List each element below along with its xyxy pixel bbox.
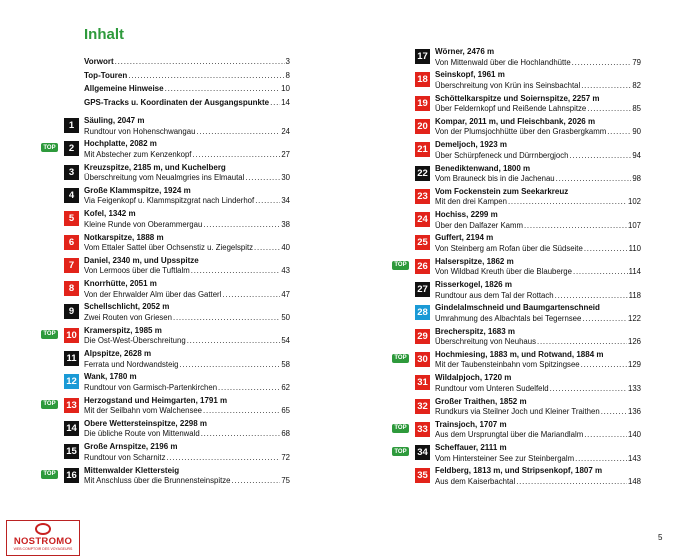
- tour-number-badge: 13: [64, 398, 79, 413]
- toc-entry[interactable]: [64, 278, 290, 300]
- tour-name: Schöttelkarspitze und Soiernspitze, 2257 m: [435, 93, 600, 103]
- tour-description: Von der Ehrwalder Alm über das Gatterl: [84, 289, 222, 299]
- tour-description: Mit der Taubensteinbahn vom Spitzingsee: [435, 360, 580, 370]
- tour-name: Obere Wettersteinspitze, 2298 m: [84, 418, 208, 428]
- toc-entry[interactable]: [415, 279, 641, 301]
- tour-description: Über den Dalfazer Kamm: [435, 220, 523, 230]
- top-tour-badge: TOP: [392, 447, 409, 456]
- tour-page: 129: [627, 360, 641, 370]
- toc-entry[interactable]: [415, 139, 641, 161]
- intro-page: 14: [281, 97, 290, 107]
- toc-entry[interactable]: [64, 301, 290, 323]
- tour-page: 85: [632, 104, 641, 114]
- tour-number-badge: 4: [64, 188, 79, 203]
- tour-number-badge: 29: [415, 329, 430, 344]
- intro-item[interactable]: [84, 71, 290, 85]
- intro-label: Allgemeine Hinweise: [84, 84, 164, 94]
- toc-entry[interactable]: [415, 396, 641, 418]
- tour-description: Überschreitung von Krün ins Seinsbachtal: [435, 80, 581, 90]
- tour-number-badge: 15: [64, 444, 79, 459]
- tour-name: Knorrhütte, 2051 m: [84, 279, 157, 289]
- toc-entry[interactable]: [64, 115, 290, 137]
- toc-entry[interactable]: [64, 162, 290, 184]
- tour-name: Wank, 1780 m: [84, 372, 137, 382]
- tour-page: 94: [632, 150, 641, 160]
- globe-icon: [35, 523, 51, 535]
- tour-number-badge: 32: [415, 399, 430, 414]
- tour-description: Von Lermoos über die Tuftlalm: [84, 266, 190, 276]
- tour-name: Risserkogel, 1826 m: [435, 280, 512, 289]
- top-tour-badge: TOP: [41, 400, 58, 409]
- tour-number-badge: 21: [415, 142, 430, 157]
- tour-page: 68: [281, 429, 290, 439]
- intro-item[interactable]: [84, 84, 290, 98]
- tour-name: Scheffauer, 2111 m: [435, 443, 507, 453]
- tour-name: Demeljoch, 1923 m: [435, 140, 508, 150]
- intro-item[interactable]: [84, 98, 290, 112]
- tour-description: Vom Hintersteiner See zur Steinbergalm: [435, 453, 575, 463]
- toc-entry[interactable]: [64, 418, 290, 440]
- toc-entry[interactable]: [394, 349, 641, 371]
- tour-number-badge: 11: [64, 351, 79, 366]
- tour-description: Via Feigenkopf u. Klammspitzgrat nach Linderhof: [84, 196, 255, 206]
- toc-entry[interactable]: [415, 93, 641, 115]
- tour-page: 43: [281, 266, 290, 276]
- tour-page: 65: [281, 406, 290, 416]
- tour-page: 118: [628, 290, 641, 300]
- tour-number-badge: 31: [415, 375, 430, 390]
- tour-page: 102: [627, 197, 641, 207]
- tour-description: Überschreitung von Neuhaus: [435, 337, 536, 347]
- tour-name: Herzogstand und Heimgarten, 1791 m: [84, 395, 228, 405]
- publisher-logo: [6, 520, 80, 556]
- tour-number-badge: 14: [64, 421, 79, 436]
- toc-entry[interactable]: [43, 325, 290, 347]
- tour-name: Halserspitze, 1862 m: [435, 256, 514, 266]
- tour-number-badge: 2: [64, 141, 79, 156]
- toc-entry[interactable]: [415, 372, 641, 394]
- tour-description: Mit Abstecher zum Kenzenkopf: [84, 149, 192, 159]
- tour-description: Von Wildbad Kreuth über die Blauberge: [435, 267, 572, 277]
- tour-number-badge: 22: [415, 166, 430, 181]
- tour-description: Von Steinberg am Rofan über die Südseite: [435, 243, 583, 253]
- tour-page: 114: [628, 267, 641, 277]
- tour-page: 58: [281, 359, 290, 369]
- tour-name: Daniel, 2340 m, und Upsspitze: [84, 255, 199, 265]
- tour-description: Von Mittenwald über die Hochlandhütte: [435, 57, 571, 67]
- tour-number-badge: 33: [415, 422, 430, 437]
- tour-name: Seinskopf, 1961 m: [435, 70, 505, 80]
- tour-description: Kleine Runde von Oberammergau: [84, 219, 203, 229]
- tour-name: Benediktenwand, 1800 m: [435, 163, 531, 173]
- tour-page: 82: [632, 80, 641, 90]
- tour-description: Mit der Seilbahn vom Walchensee: [84, 406, 203, 416]
- tour-number-badge: 17: [415, 49, 430, 64]
- tour-name: Kofel, 1342 m: [84, 209, 136, 219]
- tour-description: Über Schürpfeneck und Dürrnbergjoch: [435, 150, 569, 160]
- intro-list: [84, 57, 290, 111]
- tour-page: 54: [281, 336, 290, 346]
- tour-description: Rundtour von Garmisch-Partenkirchen: [84, 382, 218, 392]
- tour-name: Guffert, 2194 m: [435, 233, 494, 243]
- tour-name: Gindelalmschneid und Baumgartenschneid: [435, 303, 600, 313]
- tour-description: Überschreitung vom Neualmgries ins Elmautal: [84, 173, 245, 183]
- tour-description: Über Feldernkopf und Reißende Lahnspitze: [435, 104, 587, 114]
- toc-entry[interactable]: [415, 116, 641, 138]
- tour-page: 140: [627, 430, 641, 440]
- top-tour-badge: TOP: [392, 354, 409, 363]
- top-tour-badge: TOP: [392, 261, 409, 270]
- toc-entry[interactable]: [64, 232, 290, 254]
- tour-page: 62: [281, 382, 290, 392]
- tour-page: 24: [281, 126, 290, 136]
- tour-description: Aus dem Kaiserbachtal: [435, 476, 516, 486]
- tour-number-badge: 1: [64, 118, 79, 133]
- tour-description: Rundkurs via Steilner Joch und Kleiner Traithen: [435, 407, 600, 416]
- toc-entry[interactable]: [394, 256, 641, 278]
- tour-page: 40: [281, 243, 290, 252]
- tour-name: Hochmiesing, 1883 m, und Rotwand, 1884 m: [435, 349, 604, 359]
- tour-description: Rundtour von Scharnitz: [84, 452, 166, 462]
- tour-number-badge: 27: [415, 282, 430, 297]
- tour-name: Kramerspitz, 1985 m: [84, 325, 162, 335]
- tour-number-badge: 25: [415, 235, 430, 250]
- tour-number-badge: 19: [415, 96, 430, 111]
- tour-description: Rundtour von Hohenschwangau: [84, 126, 196, 136]
- tour-page: 98: [632, 174, 641, 183]
- tour-description: Ferrata und Nordwandsteig: [84, 359, 179, 369]
- tour-description: Aus dem Ursprungtal über die Mariandlalm: [435, 430, 584, 440]
- tour-number-badge: 28: [415, 305, 430, 320]
- tour-name: Große Klammspitze, 1924 m: [84, 185, 191, 195]
- toc-entry[interactable]: [43, 395, 290, 417]
- top-tour-badge: TOP: [392, 424, 409, 433]
- tour-page: 126: [627, 337, 641, 347]
- page-title: Inhalt: [84, 26, 124, 43]
- toc-entry[interactable]: [64, 208, 290, 230]
- toc-entry[interactable]: [64, 441, 290, 463]
- tour-name: Wörner, 2476 m: [435, 47, 495, 56]
- tour-number-badge: 23: [415, 189, 430, 204]
- tour-description: Mit den drei Kampen: [435, 197, 507, 207]
- tour-number-badge: 20: [415, 119, 430, 134]
- toc-entry[interactable]: [64, 371, 290, 393]
- tour-page: 47: [281, 289, 290, 299]
- tour-description: Rundtour aus dem Tal der Rottach: [435, 290, 554, 300]
- tour-description: Vom Brauneck bis in die Jachenau: [435, 174, 555, 183]
- toc-entry[interactable]: [43, 465, 290, 487]
- toc-entry[interactable]: [394, 419, 641, 441]
- tour-number-badge: 12: [64, 374, 79, 389]
- toc-entry[interactable]: [64, 348, 290, 370]
- tour-number-badge: 8: [64, 281, 79, 296]
- tour-name: Kreuzspitze, 2185 m, und Kuchelberg: [84, 162, 226, 172]
- tour-name: Schellschlicht, 2052 m: [84, 302, 170, 312]
- tour-description: Zwei Routen von Griesen: [84, 312, 172, 322]
- toc-entry[interactable]: [415, 46, 641, 68]
- toc-entry[interactable]: [415, 326, 641, 348]
- tour-description: Vom Ettaler Sattel über Ochsenstiz u. Ziegelspitz: [84, 243, 254, 252]
- intro-page: 8: [285, 70, 290, 80]
- logo-subtitle: WEB COMPTOIR DES VOYAGEURS: [13, 547, 73, 551]
- toc-entry[interactable]: [415, 163, 641, 185]
- tour-description: Rundtour vom Unteren Sudelfeld: [435, 383, 549, 393]
- tour-name: Kompar, 2011 m, und Fleischbank, 2026 m: [435, 116, 596, 126]
- intro-label: GPS-Tracks u. Koordinaten der Ausgangspunkte: [84, 97, 270, 107]
- tour-page: 133: [627, 383, 641, 393]
- top-tour-badge: TOP: [41, 470, 58, 479]
- tour-page: 27: [281, 149, 290, 159]
- tour-description: Mit Anschluss über die Brunnensteinspitze: [84, 476, 231, 485]
- tour-page: 38: [281, 219, 290, 229]
- tour-number-badge: 34: [415, 445, 430, 460]
- toc-entry[interactable]: [415, 69, 641, 91]
- tour-name: Trainsjoch, 1707 m: [435, 419, 507, 429]
- tour-number-badge: 30: [415, 352, 430, 367]
- toc-entry[interactable]: [415, 209, 641, 231]
- tour-name: Mittenwalder Klettersteig: [84, 465, 180, 475]
- intro-item[interactable]: [84, 57, 290, 71]
- tour-number-badge: 16: [64, 468, 79, 483]
- page-number: 5: [658, 533, 663, 542]
- tour-name: Vom Fockenstein zum Seekarkreuz: [435, 186, 569, 196]
- toc-entry[interactable]: [43, 138, 290, 160]
- tour-number-badge: 18: [415, 72, 430, 87]
- tour-description: Die Ost-West-Überschreitung: [84, 336, 186, 346]
- tour-name: Brecherspitz, 1683 m: [435, 326, 516, 336]
- toc-entry[interactable]: [64, 185, 290, 207]
- tour-page: 50: [281, 312, 290, 322]
- tour-page: 136: [627, 407, 641, 416]
- tour-name: Säuling, 2047 m: [84, 116, 145, 125]
- tour-number-badge: 24: [415, 212, 430, 227]
- tour-name: Hochiss, 2299 m: [435, 210, 498, 220]
- tour-number-badge: 26: [415, 259, 430, 274]
- tour-name: Alpspitze, 2628 m: [84, 349, 152, 358]
- tour-page: 72: [281, 452, 290, 462]
- logo-name: NOSTROMO: [13, 536, 73, 547]
- top-tour-badge: TOP: [41, 143, 58, 152]
- tour-name: Notkarspitze, 1888 m: [84, 232, 164, 242]
- tour-page: 110: [628, 243, 641, 253]
- toc-entry[interactable]: [415, 465, 641, 487]
- tour-page: 79: [632, 57, 641, 67]
- tour-name: Großer Traithen, 1852 m: [435, 396, 527, 406]
- intro-page: 3: [285, 57, 290, 66]
- tour-description: Die übliche Route von Mittenwald: [84, 429, 200, 439]
- tour-description: Von der Plumsjochhütte über den Grasbergkamm: [435, 127, 607, 137]
- tour-number-badge: 35: [415, 468, 430, 483]
- tour-name: Große Arnspitze, 2196 m: [84, 442, 178, 452]
- tour-name: Wildalpjoch, 1720 m: [435, 373, 512, 383]
- toc-entry[interactable]: [394, 442, 641, 464]
- tour-page: 107: [627, 220, 641, 230]
- tour-number-badge: 6: [64, 235, 79, 250]
- tour-number-badge: 7: [64, 258, 79, 273]
- tour-page: 75: [281, 476, 290, 485]
- intro-page: 10: [281, 84, 290, 94]
- tour-number-badge: 5: [64, 211, 79, 226]
- tour-page: 34: [281, 196, 290, 206]
- tour-number-badge: 3: [64, 165, 79, 180]
- toc-entry[interactable]: [415, 186, 641, 208]
- tour-page: 143: [627, 453, 641, 463]
- tour-number-badge: 10: [64, 328, 79, 343]
- tour-name: Hochplatte, 2082 m: [84, 139, 157, 149]
- intro-label: Top-Touren: [84, 70, 128, 80]
- toc-entry[interactable]: [415, 232, 641, 254]
- tour-name: Feldberg, 1813 m, und Stripsenkopf, 1807 m: [435, 466, 603, 476]
- tour-number-badge: 9: [64, 304, 79, 319]
- toc-entry[interactable]: [415, 302, 641, 324]
- tour-description: Umrahmung des Albachtals bei Tegernsee: [435, 313, 582, 323]
- tour-page: 30: [281, 173, 290, 183]
- intro-label: Vorwort: [84, 57, 114, 66]
- top-tour-badge: TOP: [41, 330, 58, 339]
- tour-page: 148: [627, 476, 641, 486]
- tour-page: 122: [627, 313, 641, 323]
- tour-page: 90: [632, 127, 641, 137]
- toc-entry[interactable]: [64, 255, 290, 277]
